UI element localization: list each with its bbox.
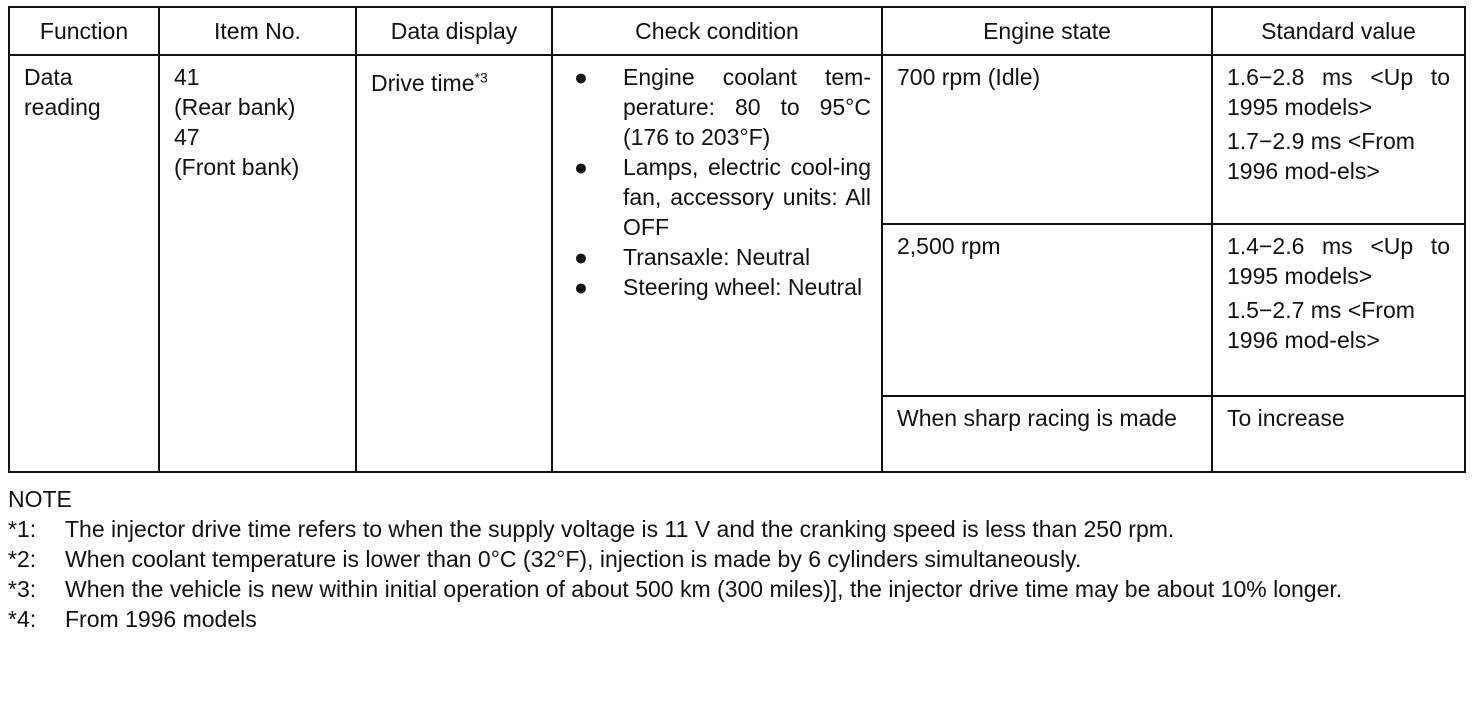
standard-value-text: 1.4−2.6 ms <Up to 1995 models> xyxy=(1227,233,1450,289)
note-text: The injector drive time refers to when the supply voltage is 11 V and the cranking speed is less than 250 rpm. xyxy=(65,516,1175,542)
note-item xyxy=(8,574,1464,604)
check-condition-text: Steering wheel: Neutral xyxy=(623,274,863,300)
function-line: Data xyxy=(24,64,73,90)
standard-value-text: To increase xyxy=(1227,405,1345,431)
bullet-icon: ● xyxy=(574,274,588,300)
check-condition-text: Transaxle: Neutral xyxy=(623,244,811,270)
note-mark: *4: xyxy=(8,606,37,632)
list-item xyxy=(567,62,871,152)
note-mark: *1: xyxy=(8,516,37,542)
header-engine-state: Engine state xyxy=(882,7,1212,55)
bullet-icon: ● xyxy=(574,244,588,270)
standard-value-cell xyxy=(1212,55,1465,224)
standard-value-cell xyxy=(1212,396,1465,472)
note-mark: *3: xyxy=(8,576,37,602)
note-item xyxy=(8,514,1464,544)
table-header-row xyxy=(9,7,1465,55)
notes-section xyxy=(8,484,1464,634)
note-text: From 1996 models xyxy=(65,606,257,632)
item-line: (Rear bank) xyxy=(174,94,296,120)
bullet-icon: ● xyxy=(574,154,588,180)
engine-state-cell: 2,500 rpm xyxy=(882,224,1212,396)
engine-state-cell: 700 rpm (Idle) xyxy=(882,55,1212,224)
note-item xyxy=(8,544,1464,574)
standard-value-cell xyxy=(1212,224,1465,396)
check-condition-text: Engine coolant tem-perature: 80 to 95°C (176 to 203°F) xyxy=(623,64,871,150)
list-item xyxy=(567,152,871,242)
specification-table xyxy=(8,6,1466,473)
standard-value-text: 1.6−2.8 ms <Up to 1995 models> xyxy=(1227,64,1450,120)
check-condition-cell xyxy=(552,55,882,472)
check-condition-list xyxy=(567,62,871,302)
engine-state-cell: When sharp racing is made xyxy=(882,396,1212,472)
standard-value-text: 1.5−2.7 ms <From 1996 mod-els> xyxy=(1227,297,1415,353)
table-row xyxy=(9,55,1465,224)
bullet-icon: ● xyxy=(574,64,588,90)
header-item-no: Item No. xyxy=(159,7,356,55)
item-line: (Front bank) xyxy=(174,154,300,180)
list-item xyxy=(567,272,871,302)
data-display-cell xyxy=(356,55,552,472)
header-standard-value: Standard value xyxy=(1212,7,1465,55)
notes-title: NOTE xyxy=(8,486,72,512)
item-line: 41 xyxy=(174,64,200,90)
note-item xyxy=(8,604,1464,634)
function-cell xyxy=(9,55,159,472)
list-item xyxy=(567,242,871,272)
footnote-reference: *3 xyxy=(474,69,488,86)
header-check-condition: Check condition xyxy=(552,7,882,55)
standard-value-text: 1.7−2.9 ms <From 1996 mod-els> xyxy=(1227,128,1415,184)
note-mark: *2: xyxy=(8,546,37,572)
item-no-cell xyxy=(159,55,356,472)
header-function: Function xyxy=(9,7,159,55)
data-display-text: Drive time xyxy=(371,70,475,96)
function-line: reading xyxy=(24,94,101,120)
note-text: When coolant temperature is lower than 0°C (32°F), injection is made by 6 cylinders simultaneously. xyxy=(65,546,1082,572)
note-text: When the vehicle is new within initial operation of about 500 km (300 miles)], the injector drive time may be about 10% longer. xyxy=(65,576,1343,602)
item-line: 47 xyxy=(174,124,200,150)
check-condition-text: Lamps, electric cool-ing fan, accessory units: All OFF xyxy=(623,154,871,240)
header-data-display: Data display xyxy=(356,7,552,55)
